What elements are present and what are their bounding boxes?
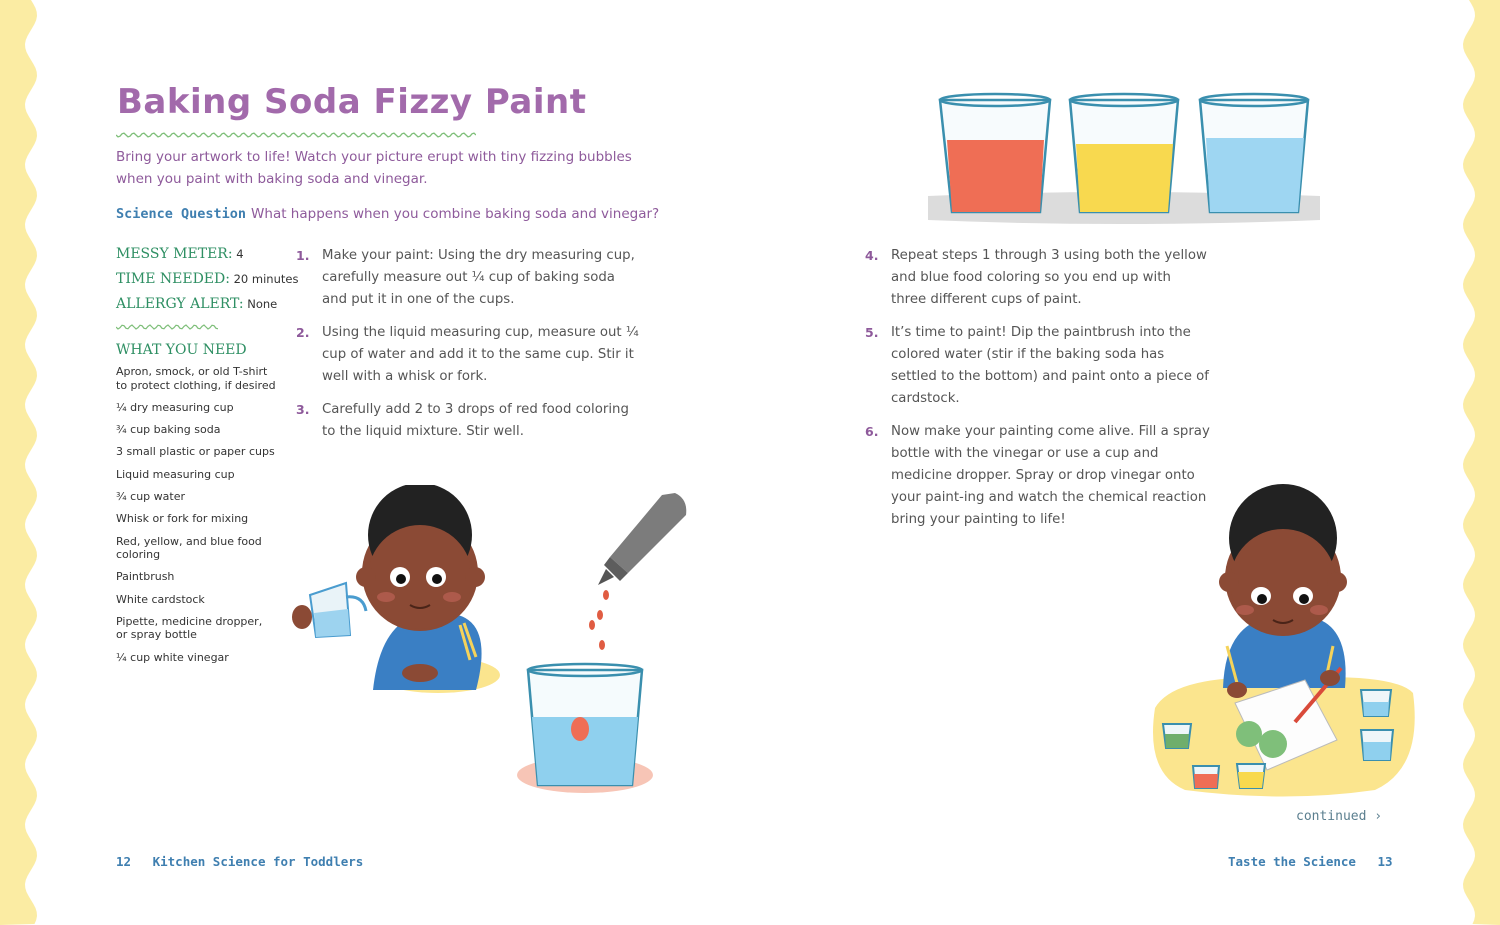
- what-you-need-heading: WHAT YOU NEED: [116, 342, 247, 358]
- time-needed-label: TIME NEEDED:: [116, 271, 230, 287]
- dropper-cup-illustration: [510, 485, 700, 805]
- science-question-label: Science Question: [116, 206, 247, 222]
- step-number: 2.: [296, 325, 310, 340]
- book-title: Kitchen Science for Toddlers: [152, 854, 364, 869]
- step-number: 4.: [865, 248, 879, 263]
- step-text: Make your paint: Using the dry measuring cup, carefully measure out ¼ cup of baking soda and put it in one of the cups.: [322, 248, 635, 307]
- supply-item: ¼ cup white vinegar: [116, 650, 229, 664]
- step-number: 1.: [296, 248, 310, 263]
- supply-item: ¼ dry measuring cup: [116, 400, 234, 414]
- step-number: 3.: [296, 402, 310, 417]
- steps-list-left: [296, 245, 641, 454]
- section-title: Taste the Science: [1228, 854, 1356, 869]
- allergy-alert-value: None: [247, 297, 278, 311]
- step-text: Using the liquid measuring cup, measure out ¼ cup of water and add it to the same cup. Stir it well with a whisk or fork.: [322, 325, 639, 384]
- page-title: Baking Soda Fizzy Paint: [117, 82, 587, 122]
- footer-left: [116, 854, 363, 869]
- supply-item: 3 small plastic or paper cups: [116, 445, 275, 459]
- step-number: 6.: [865, 424, 879, 439]
- step-item: [865, 245, 1210, 311]
- science-question-text: What happens when you combine baking soda and vinegar?: [251, 206, 660, 222]
- three-paint-cups-illustration: [920, 92, 1330, 232]
- time-needed-value: 20 minutes: [233, 272, 299, 286]
- continued-link[interactable]: continued ›: [1296, 809, 1383, 824]
- step-text: Repeat steps 1 through 3 using both the yellow and blue food coloring so you end up with three different cups of paint.: [891, 248, 1207, 307]
- step-item: [865, 322, 1210, 410]
- meta-wavy-divider: [116, 323, 218, 331]
- messy-meter: [116, 246, 244, 262]
- step-item: [296, 245, 641, 311]
- allergy-alert-label: ALLERGY ALERT:: [116, 296, 244, 312]
- child-pouring-illustration: [288, 485, 508, 700]
- supply-item: White cardstock: [116, 592, 205, 606]
- science-question: [116, 206, 659, 222]
- supply-item: ¾ cup water: [116, 489, 185, 503]
- page-number-right: 13: [1377, 854, 1393, 869]
- allergy-alert: [116, 296, 277, 312]
- footer-right: [1228, 854, 1393, 869]
- right-wavy-border: [1458, 0, 1500, 925]
- supply-item: Paintbrush: [116, 570, 175, 584]
- supply-item: ¾ cup baking soda: [116, 423, 221, 437]
- title-wavy-underline: [116, 130, 476, 140]
- supply-item: Pipette, medicine dropper, or spray bottle: [116, 614, 263, 642]
- supplies-list: [116, 365, 276, 673]
- messy-meter-label: MESSY METER:: [116, 246, 233, 262]
- step-item: [296, 399, 641, 443]
- step-item: [296, 322, 641, 388]
- supply-item: Red, yellow, and blue food coloring: [116, 534, 262, 562]
- time-needed: [116, 271, 298, 287]
- supply-item: Liquid measuring cup: [116, 467, 235, 481]
- step-text: Now make your painting come alive. Fill a spray bottle with the vinegar or use a cup and medicine dropper. Spray or drop vinegar onto your paint-ing and watch the chemical reaction bring your painting to life!: [891, 424, 1210, 527]
- step-text: Carefully add 2 to 3 drops of red food coloring to the liquid mixture. Stir well.: [322, 402, 629, 439]
- step-text: It’s time to paint! Dip the paintbrush into the colored water (stir if the baking soda has settled to the bottom) and paint onto a piece of cardstock.: [891, 325, 1209, 406]
- child-painting-illustration: [1145, 478, 1425, 803]
- supply-item: Apron, smock, or old T-shirt to protect clothing, if desired: [116, 365, 276, 392]
- left-wavy-border: [0, 0, 40, 925]
- step-number: 5.: [865, 325, 879, 340]
- supply-item: Whisk or fork for mixing: [116, 512, 249, 526]
- intro-text: Bring your artwork to life! Watch your picture erupt with tiny fizzing bubbles when you paint with baking soda and vinegar.: [116, 149, 632, 187]
- page-number-left: 12: [116, 854, 132, 869]
- messy-meter-value: 4: [236, 247, 244, 261]
